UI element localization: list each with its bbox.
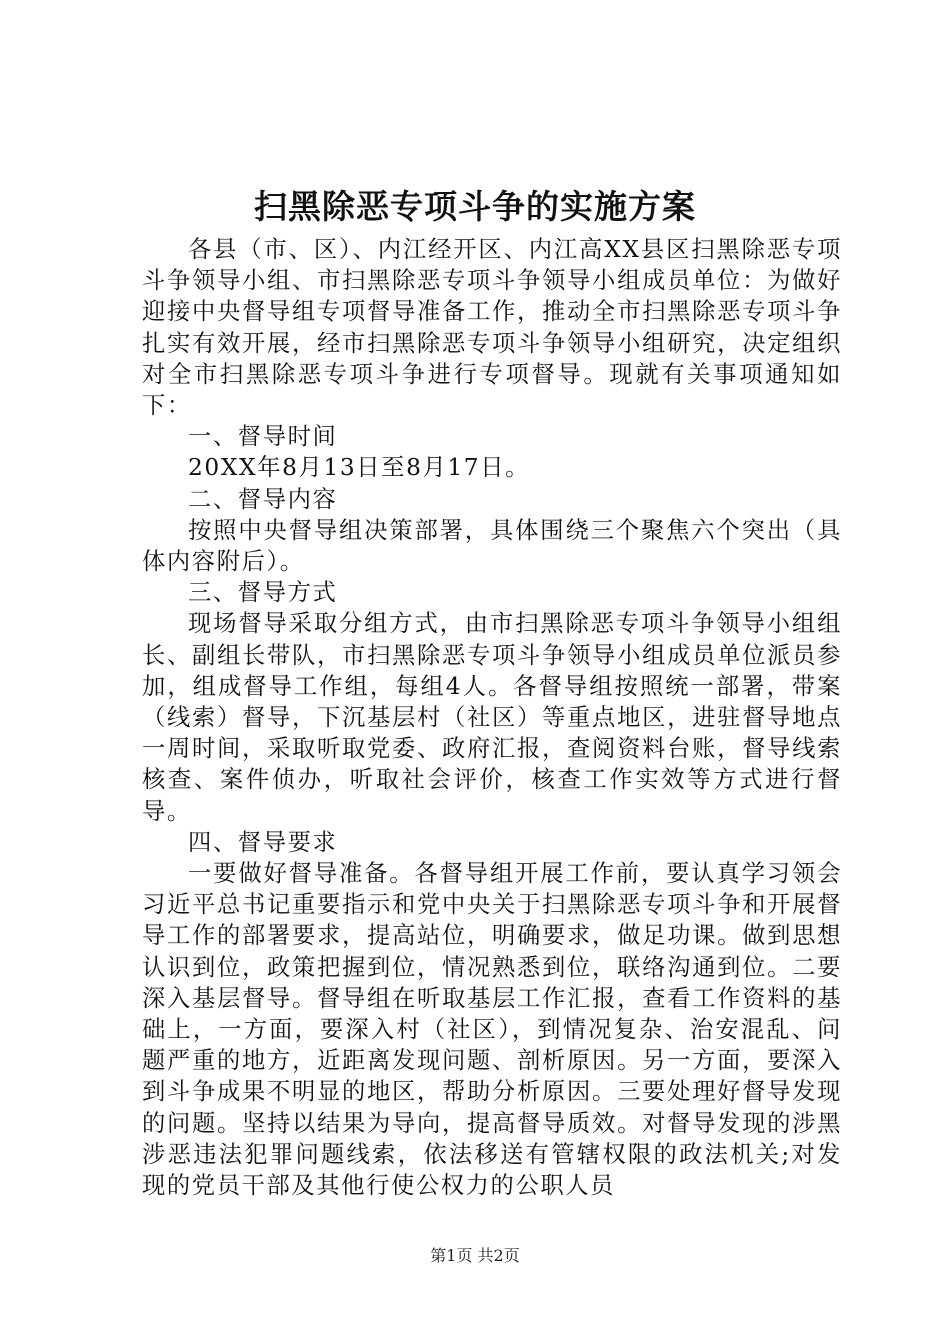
intro-paragraph: 各县（市、区）、内江经开区、内江高XX县区扫黑除恶专项斗争领导小组、市扫黑除恶专项斗争领导小组成员单位：为做好迎接中央督导组专项督导准备工作，推动全市扫黑除恶专项斗争扎实有效开展，经市扫黑除恶专项斗争领导小组研究，决定组织对全市扫黑除恶专项斗争进行专项督导。现就有关事项通知如下： xyxy=(142,236,842,420)
section-text-method: 现场督导采取分组方式，由市扫黑除恶专项斗争领导小组组长、副组长带队，市扫黑除恶专项斗争领导小组成员单位派员参加，组成督导工作组，每组4人。各督导组按照统一部署，带案（线索）督导，下沉基层村（社区）等重点地区，进驻督导地点一周时间，采取听取党委、政府汇报，查阅资料台账，督导线索核查、案件侦办，听取社会评价，核查工作实效等方式进行督导。 xyxy=(142,610,842,825)
section-heading-requirements: 四、督导要求 xyxy=(188,828,338,856)
page-number-footer: 第1页 共2页 xyxy=(430,1246,520,1265)
section-heading-content: 二、督导内容 xyxy=(188,485,338,513)
document-title: 扫黑除恶专项斗争的实施方案 xyxy=(254,187,696,226)
section-heading-time: 一、督导时间 xyxy=(188,423,338,451)
section-text-content: 按照中央督导组决策部署，具体围绕三个聚焦六个突出（具体内容附后）。 xyxy=(142,516,842,576)
section-text-requirements: 一要做好督导准备。各督导组开展工作前，要认真学习领会习近平总书记重要指示和党中央关于扫黑除恶专项斗争和开展督导工作的部署要求，提高站位，明确要求，做足功课。做到思想认识到位，政策把握到位，情况熟悉到位，联络沟通到位。二要深入基层督导。督导组在听取基层工作汇报，查看工作资料的基础上，一方面，要深入村（社区），到情况复杂、治安混乱、问题严重的地方，近距离发现问题、剖析原因。另一方面，要深入到斗争成果不明显的地区，帮助分析原因。三要处理好督导发现的问题。坚持以结果为导向，提高督导质效。对督导发现的涉黑涉恶违法犯罪问题线索，依法移送有管辖权限的政法机关;对发现的党员干部及其他行使公权力的公职人员 xyxy=(142,860,842,1200)
section-heading-method: 三、督导方式 xyxy=(188,579,338,607)
document-body xyxy=(142,234,842,1201)
section-text-time: 20XX年8月13日至8月17日。 xyxy=(188,454,531,482)
